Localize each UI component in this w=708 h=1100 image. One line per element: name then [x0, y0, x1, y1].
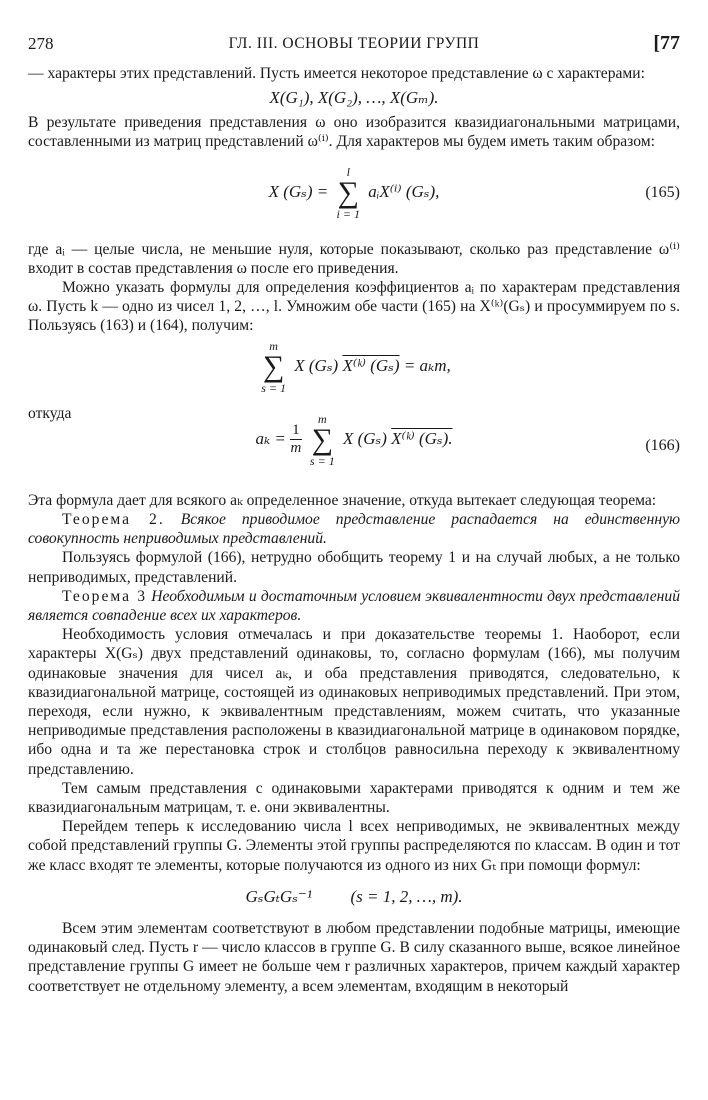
sum-upper-limit: l	[346, 164, 350, 179]
sum-lower-limit: i = 1	[336, 206, 360, 221]
paragraph-1: — характеры этих представлений. Пусть имеется некоторое представление ω с характерами:	[28, 65, 645, 82]
conjugation-formula: GₛGₜGₛ⁻¹	[245, 886, 312, 906]
eq166-body: X (Gₛ)	[342, 428, 387, 448]
characters-list: X(G₁), X(G₂), …, X(Gₘ).	[269, 88, 439, 108]
sum-symbol: m ∑ s = 1	[309, 411, 335, 468]
paragraph-10: Перейдем теперь к исследованию числа l всех неприводимых, не эквивалентных между собой представлений группы G. Элементы этой группы распределяются по классам. В один и тот же класс входят те элементы, которые получаются из одного из них Gₜ при помощи формул:	[28, 818, 680, 874]
sum-symbol: l ∑ i = 1	[336, 164, 360, 221]
paragraph-6: Эта формула дает для всякого aₖ определенное значение, откуда вытекает следующая теорема:	[28, 491, 657, 509]
page-number: 278	[28, 34, 54, 53]
orth-conjugate-character: X⁽ᵏ⁾ (Gₛ)	[342, 355, 400, 375]
page-header	[28, 30, 680, 64]
sum-upper-limit: m	[269, 338, 278, 353]
equation-number-166: (166)	[645, 436, 680, 454]
fraction-denominator: m	[290, 440, 302, 457]
theorem-2-text: Всякое приводимое представление распадается на единственную совокупность неприводимых представлений.	[28, 511, 680, 548]
equation-conjugation	[28, 875, 680, 919]
theorem-3	[28, 587, 680, 625]
book-page	[28, 30, 680, 996]
paragraph-7: Пользуясь формулой (166), нетрудно обобщить теорему 1 и на случай любых, а не только неприводимых, представлений.	[28, 549, 680, 586]
eq165-lhs: X (Gₛ) =	[268, 181, 329, 201]
paragraph-4: Можно указать формулы для определения коэффициентов aᵢ по характерам представления ω. Пусть k — одно из чисел 1, 2, …, l. Умножим обе части (165) на X⁽ᵏ⁾(Gₛ) и просуммируем по s. Пользуясь (163) и (164), получим:	[28, 279, 680, 335]
theorem-2	[28, 510, 680, 548]
equation-number-165: (165)	[645, 183, 680, 201]
equation-165	[28, 152, 680, 240]
eq165-rhs: aᵢX⁽ⁱ⁾ (Gₛ),	[368, 181, 440, 201]
paragraph-11: Всем этим элементам соответствуют в любом представлении подобные матрицы, имеющие одинаковый след. Пусть r — число классов в группе G. В силу сказанного выше, всякое линейное представление группы G имеет не больше чем r различных характеров, причем каждый характер соответствует не отдельному элементу, а всем элементам, входящим в некоторый	[28, 919, 680, 995]
paragraph-8: Необходимость условия отмечалась и при доказательстве теоремы 1. Наоборот, если характеры X(Gₛ) двух представлений одинаковы, то, согласно формулам (166), мы получим одинаковые значения для чисел aₖ, и оба представления приводятся, следовательно, к квазидиагональной матрице, состоящей из одинаковых неприводимых представлений. При этом, переходя, если нужно, к эквивалентным представлениям, можем считать, что указанные неприводимые представления расположены в квазидиагональной матрице в одинаковом порядке, ибо одна и та же перестановка строк и столбцов равносильна переходу к эквивалентному представлению.	[28, 626, 680, 778]
sum-lower-limit: s = 1	[261, 380, 286, 395]
eq166-lhs: aₖ =	[255, 428, 286, 448]
equation-characters-list	[28, 83, 680, 113]
paragraph-3: где aᵢ — целые числа, не меньшие нуля, которые показывают, сколько раз представление ω⁽ⁱ⁾ входит в состав представления ω после его приведения.	[28, 240, 680, 277]
eq166-conjugate-character: X⁽ᵏ⁾ (Gₛ).	[391, 428, 453, 448]
paragraph-2: В результате приведения представления ω оно изобразится квазидиагональными матрицами, составленными из матриц представлений ω⁽ⁱ⁾. Для характеров мы будем иметь таким образом:	[28, 114, 680, 151]
sum-upper-limit: m	[317, 411, 327, 426]
fraction	[290, 422, 302, 457]
orth-rhs: = aₖm,	[403, 355, 451, 375]
conjugation-range: (s = 1, 2, …, m).	[350, 886, 463, 906]
paragraph-9: Тем самым представления с одинаковыми характерами приводятся к одним и тем же квазидиагональным матрицам, т. е. они эквивалентны.	[28, 779, 680, 817]
orth-body: X (Gₛ)	[294, 355, 339, 375]
theorem-3-text: Необходимым и достаточным условием эквивалентности двух представлений является совпадение всех их характеров.	[28, 587, 680, 625]
theorem-2-label: Теорема 2.	[62, 511, 165, 529]
equation-orthogonality	[28, 336, 680, 410]
sum-symbol: m ∑ s = 1	[261, 338, 286, 395]
equation-166	[28, 413, 680, 491]
fraction-numerator: 1	[292, 422, 300, 439]
paragraph-5: откуда	[28, 404, 72, 422]
running-title: ГЛ. III. ОСНОВЫ ТЕОРИИ ГРУПП	[228, 35, 480, 52]
theorem-3-label: Теорема 3	[62, 587, 148, 605]
section-mark: [77	[653, 32, 680, 54]
sum-lower-limit: s = 1	[309, 453, 335, 468]
